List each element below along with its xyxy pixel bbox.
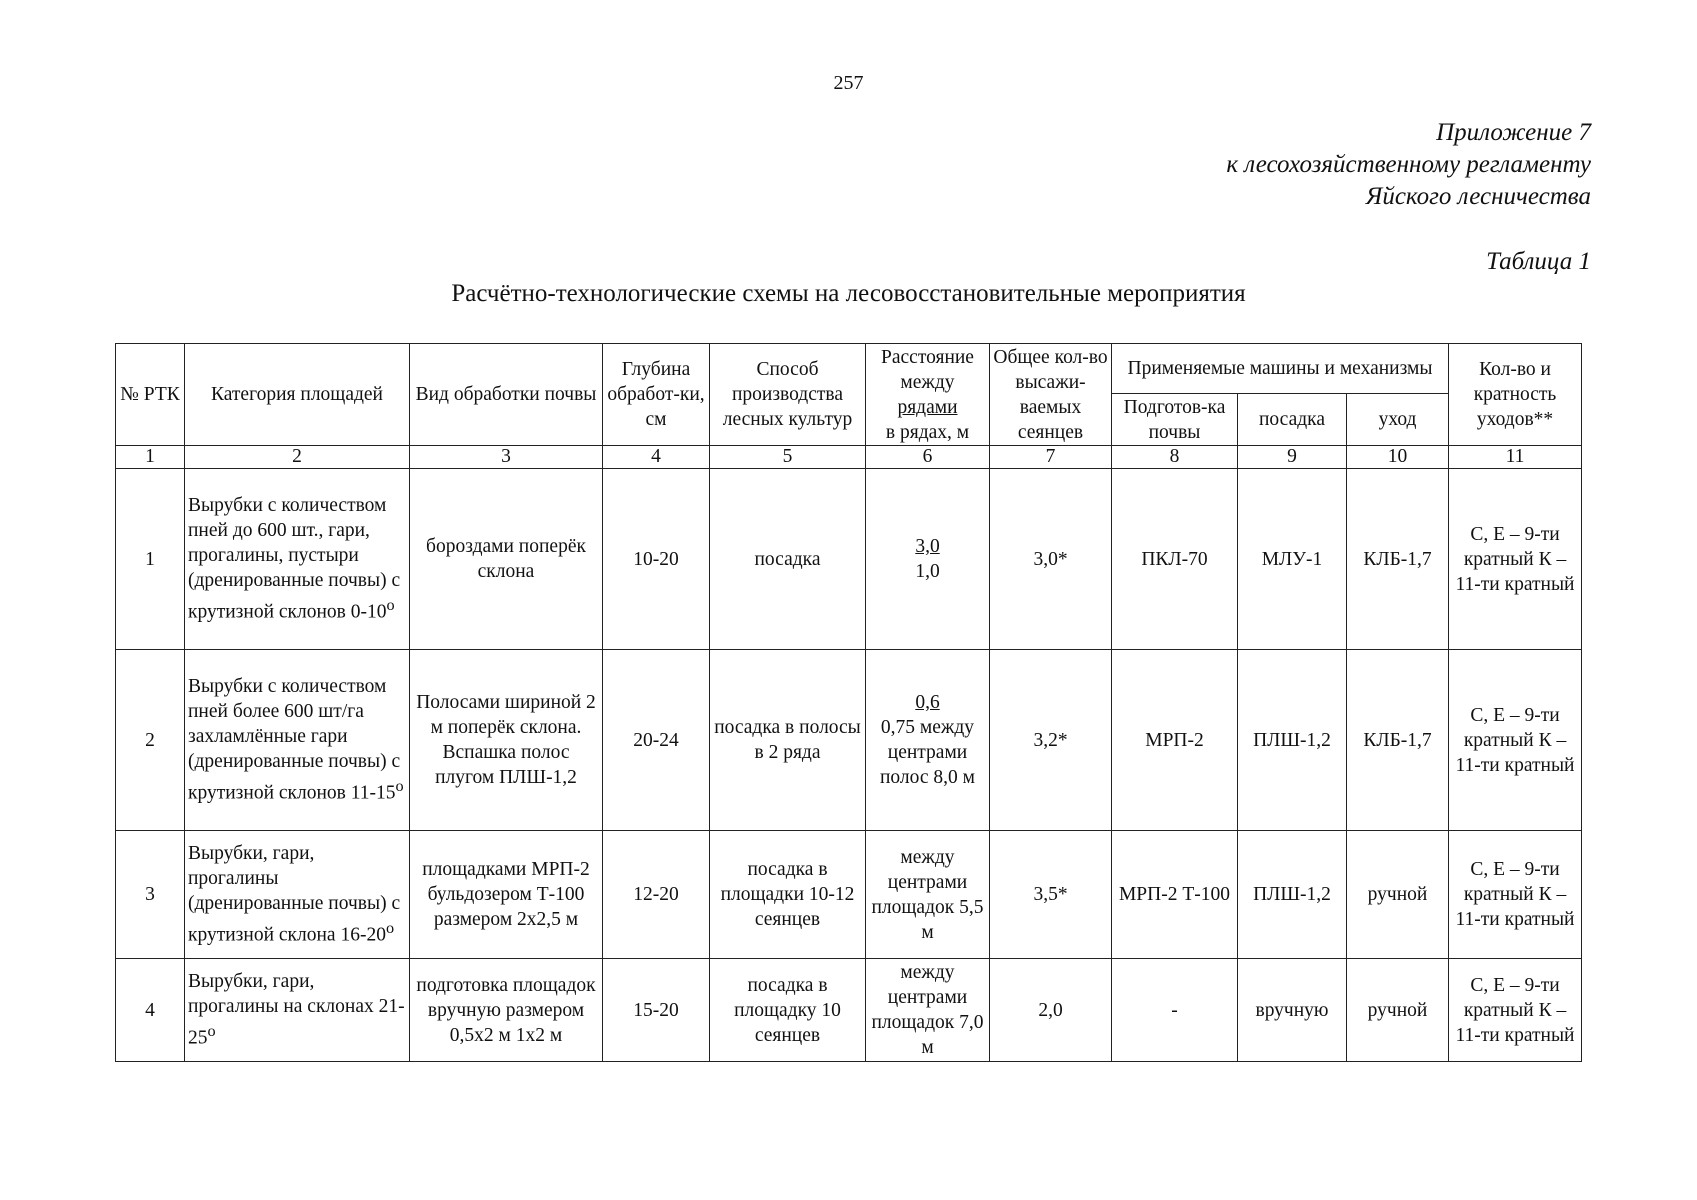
cell-soil-prep: ПКЛ-70 (1112, 469, 1238, 650)
column-number: 10 (1347, 446, 1449, 469)
cell-care-count: С, Е – 9-ти кратный К – 11-ти кратный (1449, 959, 1582, 1062)
appendix-note (1226, 117, 1591, 213)
table-label: Таблица 1 (1486, 248, 1591, 275)
cell-rtk-number: 1 (116, 469, 185, 650)
table-row (116, 831, 1582, 959)
appendix-line-1: Приложение 7 (1436, 119, 1591, 146)
header-distance-line-1: Расстояние между (881, 346, 974, 393)
cell-seedlings: 3,2* (990, 650, 1112, 831)
cell-care: КЛБ-1,7 (1347, 650, 1449, 831)
column-number: 2 (185, 446, 410, 469)
cell-method: посадка в площадки 10-12 сеянцев (710, 831, 866, 959)
cell-seedlings: 3,0* (990, 469, 1112, 650)
cell-planting: МЛУ-1 (1238, 469, 1347, 650)
distance-in-rows: 1,0 (915, 561, 940, 582)
column-number: 5 (710, 446, 866, 469)
table-row (116, 469, 1582, 650)
header-machines: Применяемые машины и механизмы (1112, 344, 1449, 394)
document-title: Расчётно-технологические схемы на лесовосстановительные мероприятия (451, 280, 1246, 307)
cell-distance: между центрами площадок 7,0 м (866, 959, 990, 1062)
distance-between-rows: 3,0 (915, 536, 940, 557)
cell-area-category: Вырубки с количеством пней до 600 шт., гари, прогалины, пустыри (дренированные почвы) с крутизной склонов $0-10^о$ (185, 469, 410, 650)
table-row (116, 650, 1582, 831)
cell-care: КЛБ-1,7 (1347, 469, 1449, 650)
cell-care: ручной (1347, 831, 1449, 959)
cell-soil-treatment: подготовка площадок вручную размером 0,5х2 м 1х2 м (410, 959, 603, 1062)
column-number: 4 (603, 446, 710, 469)
header-seedlings: Общее кол-во высажи-ваемых сеянцев (990, 344, 1112, 446)
cell-method: посадка в площадку 10 сеянцев (710, 959, 866, 1062)
cell-planting: ПЛШ-1,2 (1238, 650, 1347, 831)
distance-in-rows: 0,75 между центрами полос 8,0 м (879, 717, 975, 788)
cell-soil-prep: МРП-2 Т-100 (1112, 831, 1238, 959)
column-number: 3 (410, 446, 603, 469)
cell-seedlings: 2,0 (990, 959, 1112, 1062)
header-row-1 (116, 344, 1582, 394)
cell-depth: 12-20 (603, 831, 710, 959)
column-number: 1 (116, 446, 185, 469)
column-number: 6 (866, 446, 990, 469)
appendix-line-2: к лесохозяйственному регламенту (1226, 151, 1591, 178)
column-number: 11 (1449, 446, 1582, 469)
cell-seedlings: 3,5* (990, 831, 1112, 959)
cell-care: ручной (1347, 959, 1449, 1062)
cell-depth: 10-20 (603, 469, 710, 650)
cell-rtk-number: 3 (116, 831, 185, 959)
header-care: уход (1347, 394, 1449, 446)
header-planting: посадка (1238, 394, 1347, 446)
cell-soil-treatment: Полосами шириной 2 м поперёк склона. Вспашка полос плугом ПЛШ-1,2 (410, 650, 603, 831)
cell-soil-prep: - (1112, 959, 1238, 1062)
cell-method: посадка в полосы в 2 ряда (710, 650, 866, 831)
cell-care-count: С, Е – 9-ти кратный К – 11-ти кратный (1449, 469, 1582, 650)
rtk-table (115, 343, 1582, 1062)
table-row (116, 959, 1582, 1062)
appendix-line-3: Яйского лесничества (1365, 183, 1591, 210)
cell-distance (866, 469, 990, 650)
cell-rtk-number: 4 (116, 959, 185, 1062)
header-depth: Глубина обработ-ки, см (603, 344, 710, 446)
header-distance (866, 344, 990, 446)
header-distance-line-2: рядами (897, 396, 958, 418)
cell-area-category: Вырубки с количеством пней более 600 шт/га захламлённые гари (дренированные почвы) с крутизной склонов $11-15^о$ (185, 650, 410, 831)
column-number: 8 (1112, 446, 1238, 469)
column-number: 7 (990, 446, 1112, 469)
cell-rtk-number: 2 (116, 650, 185, 831)
header-area-category: Категория площадей (185, 344, 410, 446)
cell-soil-prep: МРП-2 (1112, 650, 1238, 831)
cell-distance: между центрами площадок 5,5 м (866, 831, 990, 959)
cell-planting: вручную (1238, 959, 1347, 1062)
header-method: Способ производства лесных культур (710, 344, 866, 446)
cell-care-count: С, Е – 9-ти кратный К – 11-ти кратный (1449, 650, 1582, 831)
cell-depth: 15-20 (603, 959, 710, 1062)
cell-method: посадка (710, 469, 866, 650)
cell-area-category: Вырубки, гари, прогалины (дренированные почвы) с крутизной склона $16-20^о$ (185, 831, 410, 959)
header-rtk-number: № РТК (116, 344, 185, 446)
cell-planting: ПЛШ-1,2 (1238, 831, 1347, 959)
page-number: 257 (833, 72, 864, 94)
cell-soil-treatment: площадками МРП-2 бульдозером Т-100 размером 2х2,5 м (410, 831, 603, 959)
cell-area-category: Вырубки, гари, прогалины на склонах $21-25^о$ (185, 959, 410, 1062)
header-soil-treatment: Вид обработки почвы (410, 344, 603, 446)
column-number-row (116, 446, 1582, 469)
column-number: 9 (1238, 446, 1347, 469)
cell-depth: 20-24 (603, 650, 710, 831)
distance-between-rows: 0,6 (915, 692, 940, 713)
cell-care-count: С, Е – 9-ти кратный К – 11-ти кратный (1449, 831, 1582, 959)
header-care-count: Кол-во и кратность уходов** (1449, 344, 1582, 446)
cell-distance (866, 650, 990, 831)
header-distance-line-3: в рядах, м (885, 421, 970, 443)
cell-soil-treatment: бороздами поперёк склона (410, 469, 603, 650)
header-soil-prep: Подготов-ка почвы (1112, 394, 1238, 446)
